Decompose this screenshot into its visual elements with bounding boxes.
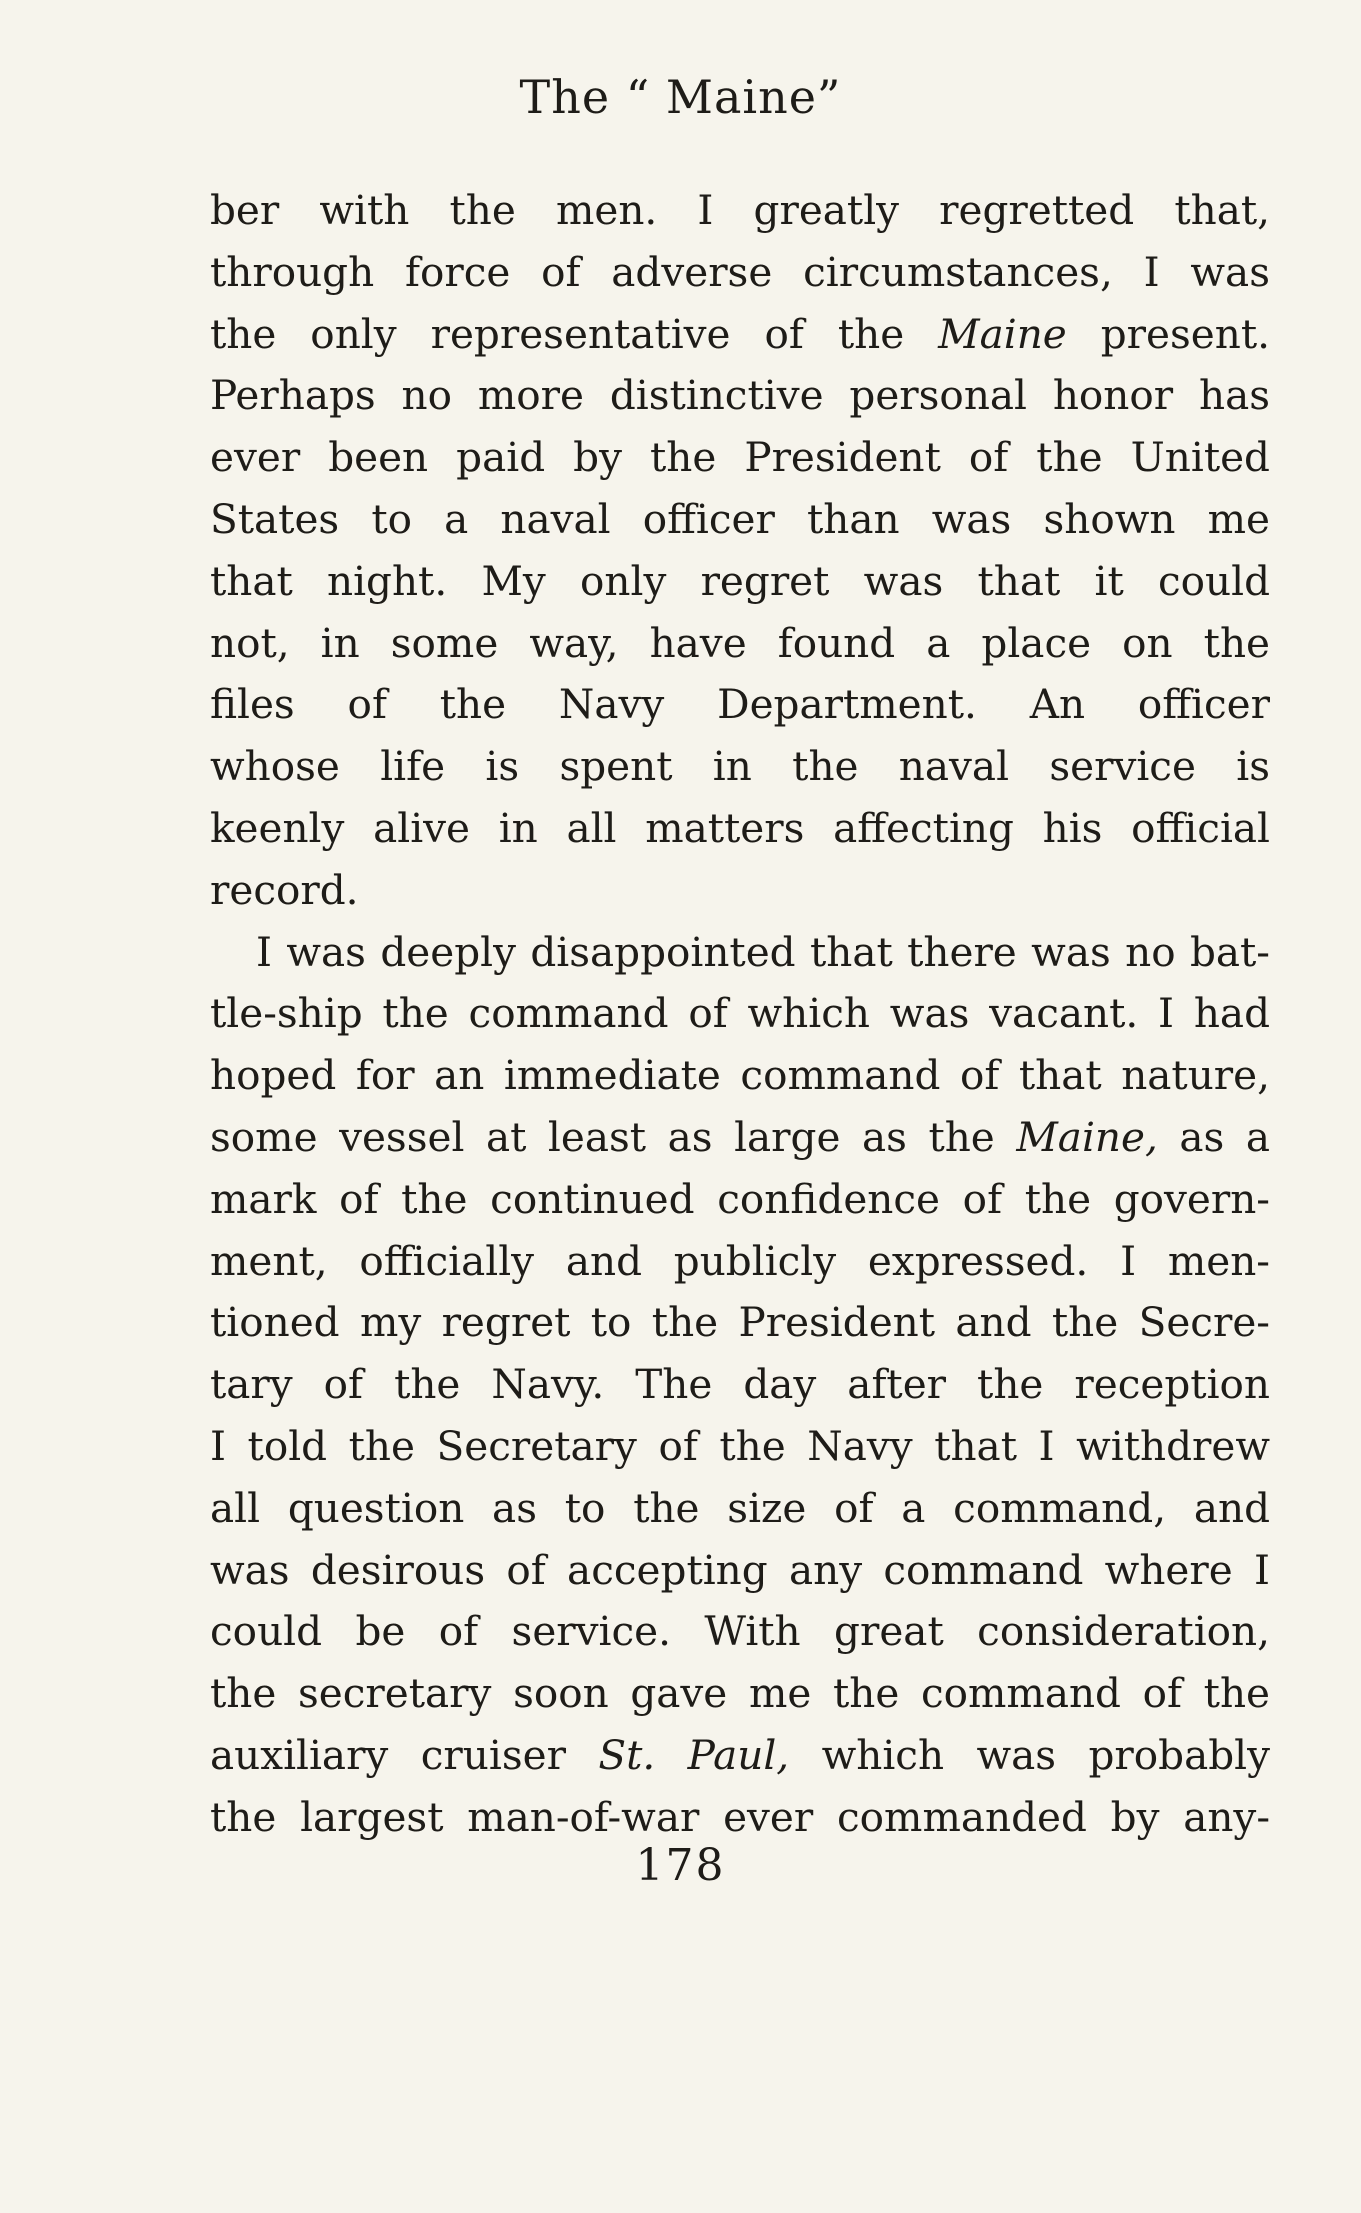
text-line: ber with the men. I greatly regretted that, bbox=[210, 186, 1270, 234]
italic-ship-name: St. Paul, bbox=[598, 1730, 790, 1779]
text-line: I was deeply disappointed that there was no bat- bbox=[256, 927, 1270, 976]
text-line bbox=[210, 304, 1270, 366]
running-head: The “ Maine” bbox=[519, 70, 842, 124]
text-line bbox=[210, 1725, 1270, 1787]
text-segment: the only representative of the bbox=[210, 309, 939, 358]
text-line: the largest man-of-war ever commanded by any- bbox=[210, 1792, 1270, 1841]
text-line: tary of the Navy. The day after the reception bbox=[210, 1360, 1270, 1409]
text-line: could be of service. With great consideration, bbox=[210, 1607, 1270, 1656]
text-line: tioned my regret to the President and the Secre- bbox=[210, 1298, 1270, 1347]
text-segment: some vessel at least as large as the bbox=[210, 1112, 1017, 1161]
text-line: mark of the continued confidence of the govern- bbox=[210, 1174, 1270, 1223]
page-number: 178 bbox=[635, 1840, 726, 1891]
italic-ship-name: Maine, bbox=[1016, 1112, 1158, 1161]
text-line: the secretary soon gave me the command of the bbox=[210, 1669, 1270, 1718]
text-line: tle-ship the command of which was vacant. I had bbox=[210, 989, 1270, 1038]
text-line: I told the Secretary of the Navy that I withdrew bbox=[210, 1421, 1270, 1470]
text-line: Perhaps no more distinctive personal honor has bbox=[210, 371, 1270, 420]
text-line: ment, officially and publicly expressed. I men- bbox=[210, 1236, 1270, 1285]
text-line: record. bbox=[210, 865, 359, 914]
italic-ship-name: Maine bbox=[938, 309, 1067, 358]
text-line: ever been paid by the President of the United bbox=[210, 433, 1270, 482]
text-line bbox=[210, 1107, 1270, 1169]
text-segment: present. bbox=[1066, 309, 1270, 358]
text-line: files of the Navy Department. An officer bbox=[210, 680, 1270, 729]
text-segment: as a bbox=[1157, 1112, 1270, 1161]
text-segment: which was probably bbox=[789, 1730, 1270, 1779]
text-line: all question as to the size of a command, and bbox=[210, 1483, 1270, 1532]
text-line: whose life is spent in the naval service is bbox=[210, 742, 1270, 791]
text-line: States to a naval officer than was shown me bbox=[210, 494, 1270, 543]
text-segment: auxiliary cruiser bbox=[210, 1730, 599, 1779]
text-line: that night. My only regret was that it could bbox=[210, 556, 1270, 605]
text-line: not, in some way, have found a place on the bbox=[210, 618, 1270, 667]
text-line: was desirous of accepting any command where I bbox=[210, 1545, 1270, 1594]
text-line: hoped for an immediate command of that nature, bbox=[210, 1051, 1270, 1100]
body-text bbox=[210, 180, 1270, 1849]
text-line: keenly alive in all matters affecting his official bbox=[210, 803, 1270, 852]
text-line: through force of adverse circumstances, I was bbox=[210, 247, 1270, 296]
